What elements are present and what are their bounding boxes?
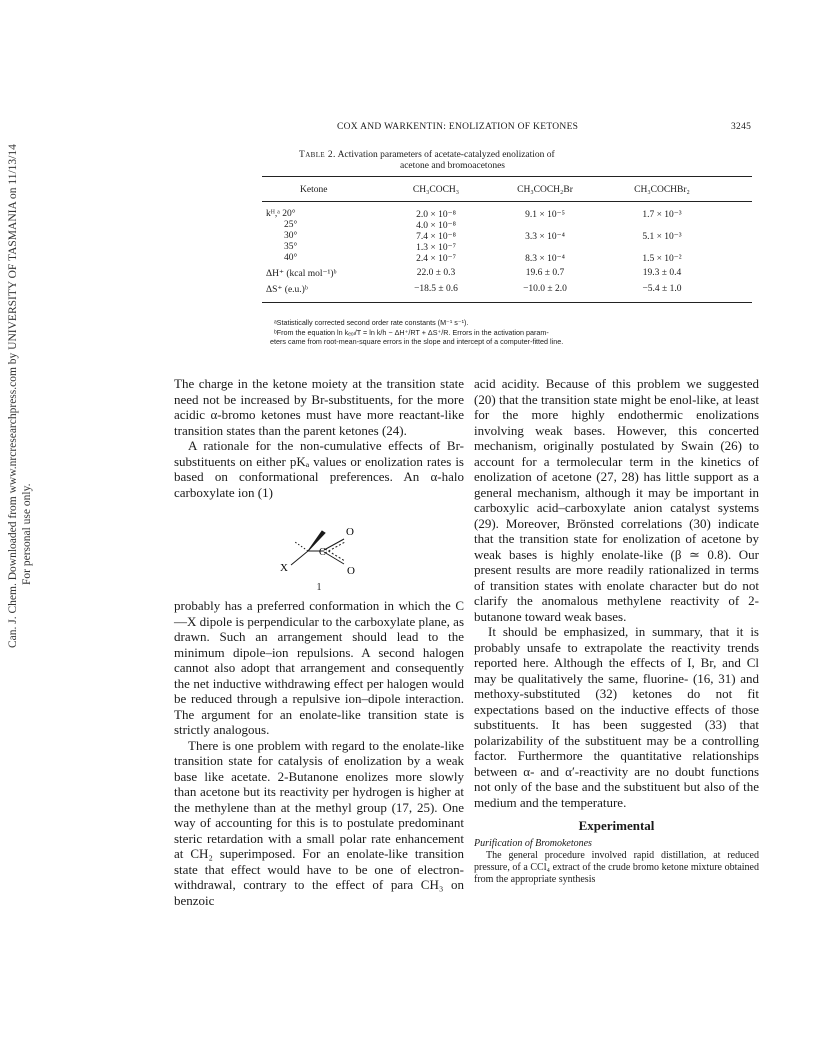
table-cell: 9.1 × 10⁻⁵ (525, 210, 565, 220)
hashed-bond (295, 542, 308, 551)
table-header-dibromoacetone: CH₃COCHBr₂ (634, 185, 690, 195)
table-header-ketone: Ketone (300, 185, 328, 195)
footnote-b-continued: eters came from root-mean-square errors in the slope and intercept of a computer-fitted line. (270, 337, 564, 346)
table-row-label: ΔH⁺ (kcal mol⁻¹)ᵇ (266, 269, 337, 279)
left-column (174, 376, 464, 908)
table-header-acetone: CH₃COCH₃ (412, 185, 460, 195)
paragraph: It should be emphasized, in summary, that it is probably unsafe to extrapolate the reactivity trends reported here. Although the effects of I, Br, and Cl may be qualitatively the same, fluorine- (16, 31) and methoxy-substituted (32) ketones do not fit expectations based on the inductive effects of those substituents. It has been suggested (33) that polarizability of the substituent may be a controlling factor. Furthermore the quantitative relationships between α- and α′-reactivity are no doubt functions not only of the base and the substituent but also of the medium and the temperature. (474, 624, 759, 810)
table-row-label: kᴴ,ᵃ 20° (266, 209, 296, 219)
paragraph: There is one problem with regard to the enolate-like transition state for catalysis of enolization by a weak base like acetate. 2-Butanone enolizes more slowly than acetone but its reactivity per hydrogen is higher at the methylene than at the methyl group (17, 25). One way of accounting for this is to postulate predominant steric retardation with a small polar rate enhancement at CH₂ superimposed. For an enolate-like transition state that effect would have to be one of electron-withdrawal, contrary to the effect of para CH₃ on benzoic (174, 737, 464, 908)
table-cell: 1.5 × 10⁻² (642, 254, 682, 264)
structure-number: 1 (316, 582, 322, 593)
table-row-label: 25° (284, 220, 298, 230)
paragraph: The charge in the ketone moiety at the transition state need not be increased by Br-substituents, for the more acidic α-bromo ketones must have more reactant-like transition states than the parent ketones (24). (174, 376, 464, 438)
table-bottom-rule (262, 302, 752, 303)
atom-o-top: O (346, 526, 354, 538)
table-cell: 2.0 × 10⁻⁸ (416, 210, 456, 220)
table-cell: 3.3 × 10⁻⁴ (525, 232, 565, 242)
table-cell: 5.1 × 10⁻³ (642, 232, 682, 242)
table-cell: 2.4 × 10⁻⁷ (416, 254, 456, 264)
page-number: 3245 (731, 122, 752, 132)
paragraph: A rationale for the non-cumulative effects of Br-substituents on either pKₐ values or enolization rates is based on conformational preferences. An α-halo carboxylate ion (1) (174, 438, 464, 500)
table-footnotes (270, 318, 754, 347)
paragraph: The general procedure involved rapid distillation, at reduced pressure, of a CCl₄ extract of the crude bromo ketone mixture obtained from the appropriate synthesis (474, 849, 759, 885)
carboxylate-structure-drawing (174, 502, 464, 588)
table-cell: −5.4 ± 1.0 (642, 284, 682, 294)
download-notice: Can. J. Chem. Downloaded from www.nrcresearchpress.com by UNIVERSITY OF TASMANIA on 11/13/14 (7, 144, 19, 648)
atom-o-bottom: O (347, 565, 355, 577)
atom-c: C (319, 547, 326, 558)
table-cell: 1.3 × 10⁻⁷ (416, 243, 456, 253)
table-row-label: 40° (284, 253, 298, 263)
table-caption-line1: Activation parameters of acetate-catalyzed enolization of (337, 150, 555, 160)
table-header-bromoacetone: CH₃COCH₂Br (517, 185, 573, 195)
right-column (474, 376, 759, 886)
personal-use-notice: For personal use only. (21, 483, 33, 585)
table-cell: −10.0 ± 2.0 (523, 284, 567, 294)
table-row-label: ΔS⁺ (e.u.)ᵇ (266, 285, 308, 295)
bond-c-o1 (324, 539, 344, 550)
table-cell: 19.3 ± 0.4 (642, 268, 682, 278)
footnote-a: ᵃStatistically corrected second order rate constants (M⁻¹ s⁻¹). (274, 318, 469, 327)
table-caption-line2: acetone and bromoacetones (400, 161, 505, 171)
table-row-label: 35° (284, 242, 298, 252)
table-label: Table 2. (299, 150, 336, 160)
table-header-rule (262, 201, 752, 202)
table-cell: 19.6 ± 0.7 (525, 268, 565, 278)
bond-c-o2 (324, 552, 344, 564)
structure-1-figure (174, 502, 464, 593)
bond-c-x (291, 551, 308, 565)
section-heading: Experimental (578, 818, 655, 833)
table-caption (299, 150, 659, 172)
bond-c-o2-partial (325, 549, 345, 561)
paragraph: probably has a preferred conformation in which the C—X dipole is perpendicular to the carboxylate plane, as drawn. Such an arrangement should lead to the minimum dipole–ion repulsions. A second halogen cannot also adopt that arrangement and consequently the net inductive withdrawing effect per halogen would be reduced through a repulsive ion–dipole interaction. The argument for an enolate-like transition state is strictly analogous. (174, 598, 464, 737)
table-cell: 7.4 × 10⁻⁸ (416, 232, 456, 242)
table-cell: −18.5 ± 0.6 (414, 284, 458, 294)
subsection-heading: Purification of Bromoketones (474, 837, 592, 849)
atom-x: X (280, 562, 288, 574)
running-head-title: COX AND WARKENTIN: ENOLIZATION OF KETONES (337, 122, 579, 132)
table-cell: 22.0 ± 0.3 (416, 268, 456, 278)
table-cell: 8.3 × 10⁻⁴ (525, 254, 565, 264)
table-cell: 1.7 × 10⁻³ (642, 210, 682, 220)
running-head (0, 122, 815, 136)
table-row-label: 30° (284, 231, 298, 241)
footnote-b: ᵇFrom the equation ln kₑₒₗ/T = ln k/h − ΔH⁺/RT + ΔS⁺/R. Errors in the activation param- (274, 327, 549, 337)
table-top-rule (262, 176, 752, 177)
table-cell: 4.0 × 10⁻⁸ (416, 221, 456, 231)
paragraph: acid acidity. Because of this problem we suggested (20) that the transition state might be enol-like, at least for the more highly endothermic enolizations involving weak bases. However, this concerted mechanism, originally postulated by Swain (26) to account for a termolecular term in the kinetics of enolization of acetone (27, 28) has little support as a general mechanism, although it may be important in carboxylic acid–carboxylate anion catalyst systems (29). Moreover, Brönsted correlations (30) indicate that the transition state for enolization of acetone by weak bases is highly enolate-like (β ≃ 0.8). Our present results are more readily rationalized in terms of transition states with enolate character but do not clarify the anomalous methylene reactivity of 2-butanone toward weak bases. (474, 376, 759, 624)
